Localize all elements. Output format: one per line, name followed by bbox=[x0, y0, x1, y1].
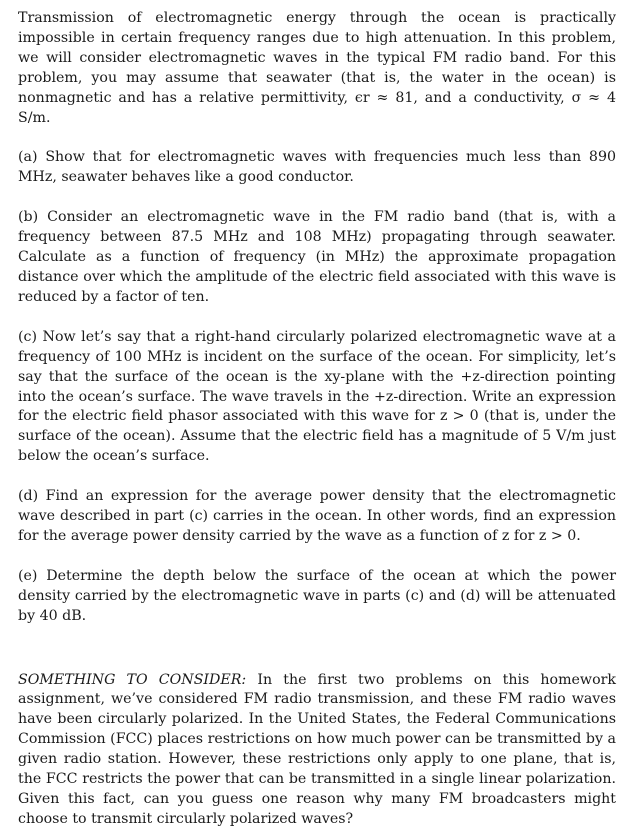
something-to-consider bbox=[18, 671, 616, 830]
part-c bbox=[18, 328, 616, 467]
part-e-label: (e) bbox=[18, 567, 38, 584]
consider-heading: SOMETHING TO CONSIDER: bbox=[18, 671, 247, 688]
part-d-label: (d) bbox=[18, 488, 39, 505]
part-a-text: Show that for electromagnetic waves with frequencies much less than 890 MHz, seawater behaves like a good conductor. bbox=[18, 149, 616, 186]
part-b bbox=[18, 208, 616, 308]
part-c-label: (c) bbox=[18, 328, 38, 345]
part-c-text: Now let’s say that a right-hand circularly polarized electromagnetic wave at a frequency of 100 MHz is incident on the surface of the ocean. For simplicity, let’s say that the surface of the ocean is the xy-plane with the +z-direction pointing into the ocean’s surface. The wave travels in the +z-direction. Write an expression for the electric field phasor associated with this wave for z > 0 (that is, under the surface of the ocean). Assume that the electric field has a magnitude of 5 V/m just below the ocean’s surface. bbox=[18, 328, 616, 465]
part-e bbox=[18, 567, 616, 627]
part-d bbox=[18, 487, 616, 547]
consider-text: In the first two problems on this homework assignment, we’ve considered FM radio transmission, and these FM radio waves have been circularly polarized. In the United States, the Federal Communications Commission (FCC) places restrictions on how much power can be transmitted by a given radio station. However, these restrictions only apply to one plane, that is, the FCC restricts the power that can be transmitted in a single linear polarization. Given this fact, can you guess one reason why many FM broadcasters might choose to transmit circularly polarized waves? bbox=[18, 671, 616, 827]
part-a bbox=[18, 148, 616, 188]
part-a-label: (a) bbox=[18, 149, 38, 166]
intro-paragraph: Transmission of electromagnetic energy through the ocean is practically impossible in certain frequency ranges due to high attenuation. In this problem, we will consider electromagnetic waves in the typical FM radio band. For this problem, you may assume that seawater (that is, the water in the ocean) is nonmagnetic and has a relative permittivity, ϵr ≈ 81, and a conductivity, σ ≈ 4 S/m. bbox=[18, 10, 616, 126]
part-b-text: Consider an electromagnetic wave in the FM radio band (that is, with a frequency between 87.5 MHz and 108 MHz) propagating through seawater. Calculate as a function of frequency (in MHz) the approximate propagation distance over which the amplitude of the electric field associated with this wave is reduced by a factor of ten. bbox=[18, 209, 616, 305]
part-d-text: Find an expression for the average power density that the electromagnetic wave described in part (c) carries in the ocean. In other words, find an expression for the average power density carried by the wave as a function of z for z > 0. bbox=[18, 488, 616, 544]
part-b-label: (b) bbox=[18, 209, 39, 226]
part-e-text: Determine the depth below the surface of the ocean at which the power density carried by the electromagnetic wave in parts (c) and (d) will be attenuated by 40 dB. bbox=[18, 567, 616, 624]
